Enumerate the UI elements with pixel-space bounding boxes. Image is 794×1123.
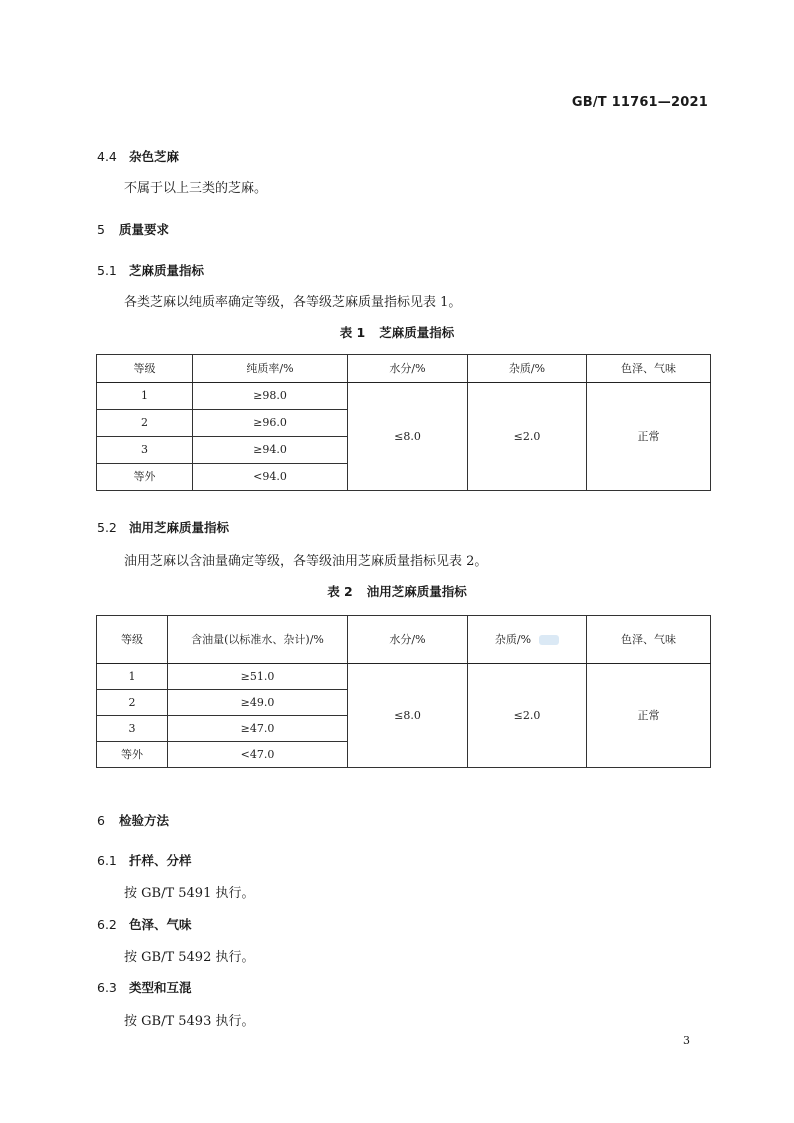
column-header: 等级	[97, 616, 168, 664]
section-number: 5.1	[97, 263, 117, 278]
table-1	[96, 354, 711, 491]
color-odor-cell: 正常	[587, 383, 711, 491]
section-title: 类型和互混	[129, 980, 192, 995]
value-cell: ≥96.0	[193, 410, 348, 437]
section-6-1-text: 按 GB/T 5491 执行。	[124, 886, 255, 901]
section-4-4-heading	[97, 147, 179, 165]
section-title: 检验方法	[119, 813, 170, 828]
moisture-cell: ≤8.0	[348, 664, 468, 768]
column-header: 水分/%	[348, 616, 468, 664]
grade-cell: 2	[97, 690, 168, 716]
table-label: 表 2	[327, 584, 353, 599]
section-6-2-text: 按 GB/T 5492 执行。	[124, 950, 255, 965]
table-1-caption	[0, 323, 794, 341]
value-cell: <47.0	[168, 742, 348, 768]
table-title: 油用芝麻质量指标	[366, 584, 467, 599]
standard-code: GB/T 11761—2021	[571, 95, 708, 110]
color-odor-cell: 正常	[587, 664, 711, 768]
grade-cell: 等外	[97, 464, 193, 491]
column-header: 纯质率/%	[193, 355, 348, 383]
grade-cell: 3	[97, 716, 168, 742]
section-6-heading	[97, 811, 169, 829]
section-number: 6.1	[97, 853, 117, 868]
table-title: 芝麻质量指标	[379, 325, 455, 340]
section-6-3-heading	[97, 978, 192, 996]
section-number: 6.2	[97, 917, 117, 932]
grade-cell: 等外	[97, 742, 168, 768]
watermark-icon	[539, 635, 559, 645]
section-5-heading	[97, 220, 169, 238]
section-5-2-heading	[97, 518, 229, 536]
table-header-row	[97, 355, 711, 383]
impurity-cell: ≤2.0	[468, 383, 587, 491]
moisture-cell: ≤8.0	[348, 383, 468, 491]
section-5-1-text: 各类芝麻以纯质率确定等级，各等级芝麻质量指标见表 1。	[124, 295, 462, 310]
section-title: 芝麻质量指标	[129, 263, 205, 278]
table-2	[96, 615, 711, 768]
section-number: 5.2	[97, 520, 117, 535]
value-cell: ≥49.0	[168, 690, 348, 716]
table-row	[97, 664, 711, 690]
value-cell: ≥94.0	[193, 437, 348, 464]
value-cell: ≥47.0	[168, 716, 348, 742]
section-number: 6.3	[97, 980, 117, 995]
section-5-1-heading	[97, 261, 204, 279]
section-number: 4.4	[97, 149, 117, 164]
table-row	[97, 383, 711, 410]
grade-cell: 1	[97, 664, 168, 690]
page-number: 3	[683, 1034, 690, 1047]
section-6-2-heading	[97, 915, 192, 933]
section-title: 杂色芝麻	[129, 149, 180, 164]
column-header	[468, 616, 587, 664]
grade-cell: 2	[97, 410, 193, 437]
column-header: 等级	[97, 355, 193, 383]
grade-cell: 1	[97, 383, 193, 410]
column-header-label: 杂质/%	[494, 632, 532, 646]
section-6-3-text: 按 GB/T 5493 执行。	[124, 1014, 255, 1029]
section-5-2-text: 油用芝麻以含油量确定等级，各等级油用芝麻质量指标见表 2。	[124, 554, 488, 569]
column-header: 含油量(以标准水、杂计)/%	[168, 616, 348, 664]
column-header: 水分/%	[348, 355, 468, 383]
section-4-4-text: 不属于以上三类的芝麻。	[124, 181, 268, 196]
value-cell: ≥51.0	[168, 664, 348, 690]
table-header-row	[97, 616, 711, 664]
table-2-caption	[0, 582, 794, 600]
grade-cell: 3	[97, 437, 193, 464]
column-header: 杂质/%	[468, 355, 587, 383]
section-title: 质量要求	[119, 222, 170, 237]
section-title: 油用芝麻质量指标	[129, 520, 230, 535]
column-header: 色泽、气味	[587, 355, 711, 383]
section-number: 5	[97, 222, 105, 237]
section-number: 6	[97, 813, 105, 828]
column-header: 色泽、气味	[587, 616, 711, 664]
section-title: 扦样、分样	[129, 853, 192, 868]
value-cell: ≥98.0	[193, 383, 348, 410]
value-cell: <94.0	[193, 464, 348, 491]
section-title: 色泽、气味	[129, 917, 192, 932]
impurity-cell: ≤2.0	[468, 664, 587, 768]
section-6-1-heading	[97, 851, 192, 869]
table-label: 表 1	[339, 325, 366, 340]
